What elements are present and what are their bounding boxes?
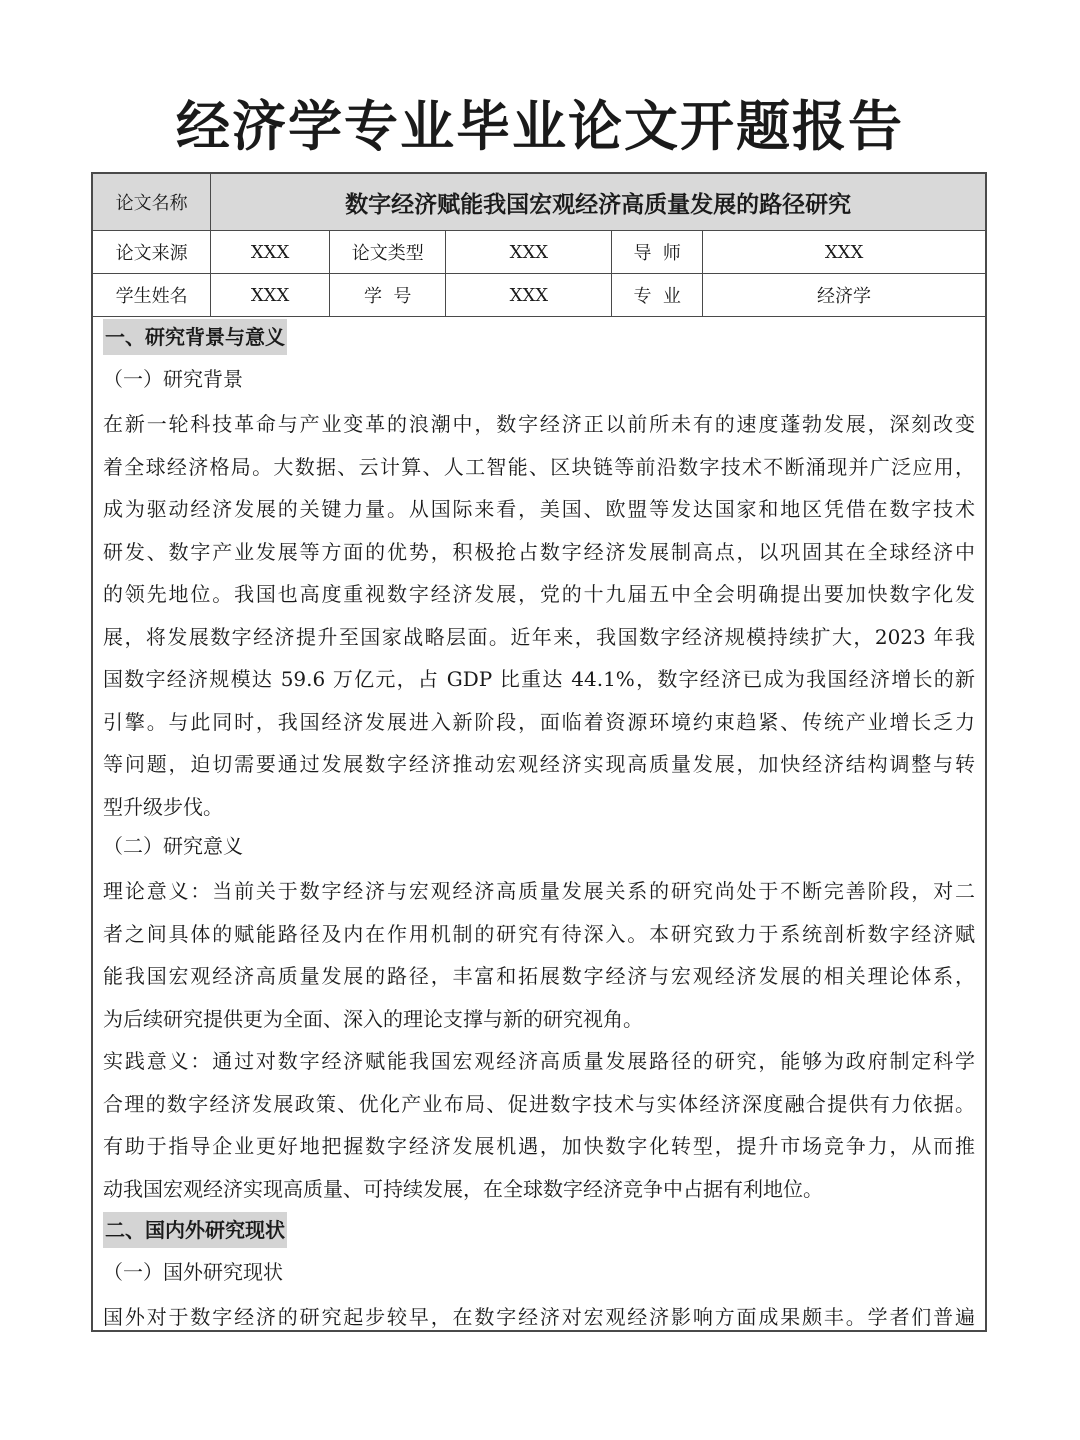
section-heading-background: 一、研究背景与意义: [103, 319, 287, 355]
student-value: XXX: [211, 274, 330, 317]
advisor-value: XXX: [703, 231, 985, 274]
paragraph-theoretical-significance: [103, 870, 975, 1040]
paragraph-line: 型升级步伐。: [103, 794, 223, 819]
paragraph-line: 等问题，迫切需要通过发展数字经济推动宏观经济实现高质量发展，加快经济结构调整与转: [103, 752, 975, 776]
major-value: 经济学: [703, 274, 985, 317]
paragraph-line: 有助于指导企业更好地把握数字经济发展机遇，加快数字化转型，提升市场竞争力，从而推: [103, 1134, 975, 1158]
paragraph-practical-significance: [103, 1040, 975, 1210]
paragraph-line: 者之间具体的赋能路径及内在作用机制的研究有待深入。本研究致力于系统剖析数字经济赋: [103, 921, 975, 946]
type-label: 论文类型: [329, 231, 446, 274]
paragraph-line: 国数字经济规模达 59.6 万亿元，占 GDP 比重达 44.1%，数字经济已成为我国经济增长的新: [103, 667, 975, 691]
type-value: XXX: [446, 231, 612, 274]
paragraph-line: 在新一轮科技革命与产业变革的浪潮中，数字经济正以前所未有的速度蓬勃发展，深刻改变: [103, 412, 975, 436]
report-body: [93, 317, 985, 1332]
table-row: [93, 274, 985, 317]
thesis-name-label: 论文名称: [93, 174, 211, 231]
paragraph-line: 理论意义：当前关于数字经济与宏观经济高质量发展关系的研究尚处于不断完善阶段，对二: [103, 879, 975, 903]
paragraph-line: 着全球经济格局。大数据、云计算、人工智能、区块链等前沿数字技术不断涌现并广泛应用，: [103, 454, 975, 479]
paragraph-line: 合理的数字经济发展政策、优化产业布局、促进数字技术与实体经济深度融合提供有力依据。: [103, 1091, 975, 1116]
paragraph-line: 能我国宏观经济高质量发展的路径，丰富和拓展数字经济与宏观经济发展的相关理论体系，: [103, 964, 975, 988]
paragraph-line: 实践意义：通过对数字经济赋能我国宏观经济高质量发展路径的研究，能够为政府制定科学: [103, 1049, 975, 1073]
paragraph-line: 国外对于数字经济的研究起步较早，在数字经济对宏观经济影响方面成果颇丰。学者们普遍: [103, 1305, 975, 1329]
source-value: XXX: [211, 231, 330, 274]
table-row: [93, 174, 985, 231]
paragraph-line: 展，将发展数字经济提升至国家战略层面。近年来，我国数字经济规模持续扩大，2023 年我: [103, 624, 975, 649]
paragraph-background: [103, 403, 975, 828]
paragraph-line: 研发、数字产业发展等方面的优势，积极抢占数字经济发展制高点，以巩固其在全球经济中: [103, 539, 975, 564]
paragraph-line: 的领先地位。我国也高度重视数字经济发展，党的十九届五中全会明确提出要加快数字化发: [103, 582, 975, 606]
subsection-heading-foreign-status: （一）国外研究现状: [103, 1260, 283, 1284]
student-id-label: 学 号: [329, 274, 446, 317]
paragraph-line: 为后续研究提供更为全面、深入的理论支撑与新的研究视角。: [103, 1006, 643, 1031]
table-row: [93, 231, 985, 274]
paragraph-line: 引擎。与此同时，我国经济发展进入新阶段，面临着资源环境约束趋紧、传统产业增长乏力: [103, 709, 975, 734]
subsection-heading-background: （一）研究背景: [103, 367, 243, 391]
paragraph-foreign-status: [103, 1296, 975, 1332]
source-label: 论文来源: [93, 231, 211, 274]
thesis-name-value: 数字经济赋能我国宏观经济高质量发展的路径研究: [211, 174, 985, 231]
info-table: [93, 174, 985, 317]
document-title: 经济学专业毕业论文开题报告: [176, 95, 904, 158]
paragraph-line: 动我国宏观经济实现高质量、可持续发展，在全球数字经济竞争中占据有利地位。: [103, 1176, 823, 1201]
report-form: [91, 172, 987, 1332]
student-id-value: XXX: [446, 274, 612, 317]
subsection-heading-significance: （二）研究意义: [103, 834, 243, 858]
section-heading-research-status: 二、国内外研究现状: [103, 1212, 287, 1248]
major-label: 专 业: [612, 274, 703, 317]
paragraph-line: 成为驱动经济发展的关键力量。从国际来看，美国、欧盟等发达国家和地区凭借在数字技术: [103, 497, 975, 521]
student-label: 学生姓名: [93, 274, 211, 317]
advisor-label: 导 师: [612, 231, 703, 274]
